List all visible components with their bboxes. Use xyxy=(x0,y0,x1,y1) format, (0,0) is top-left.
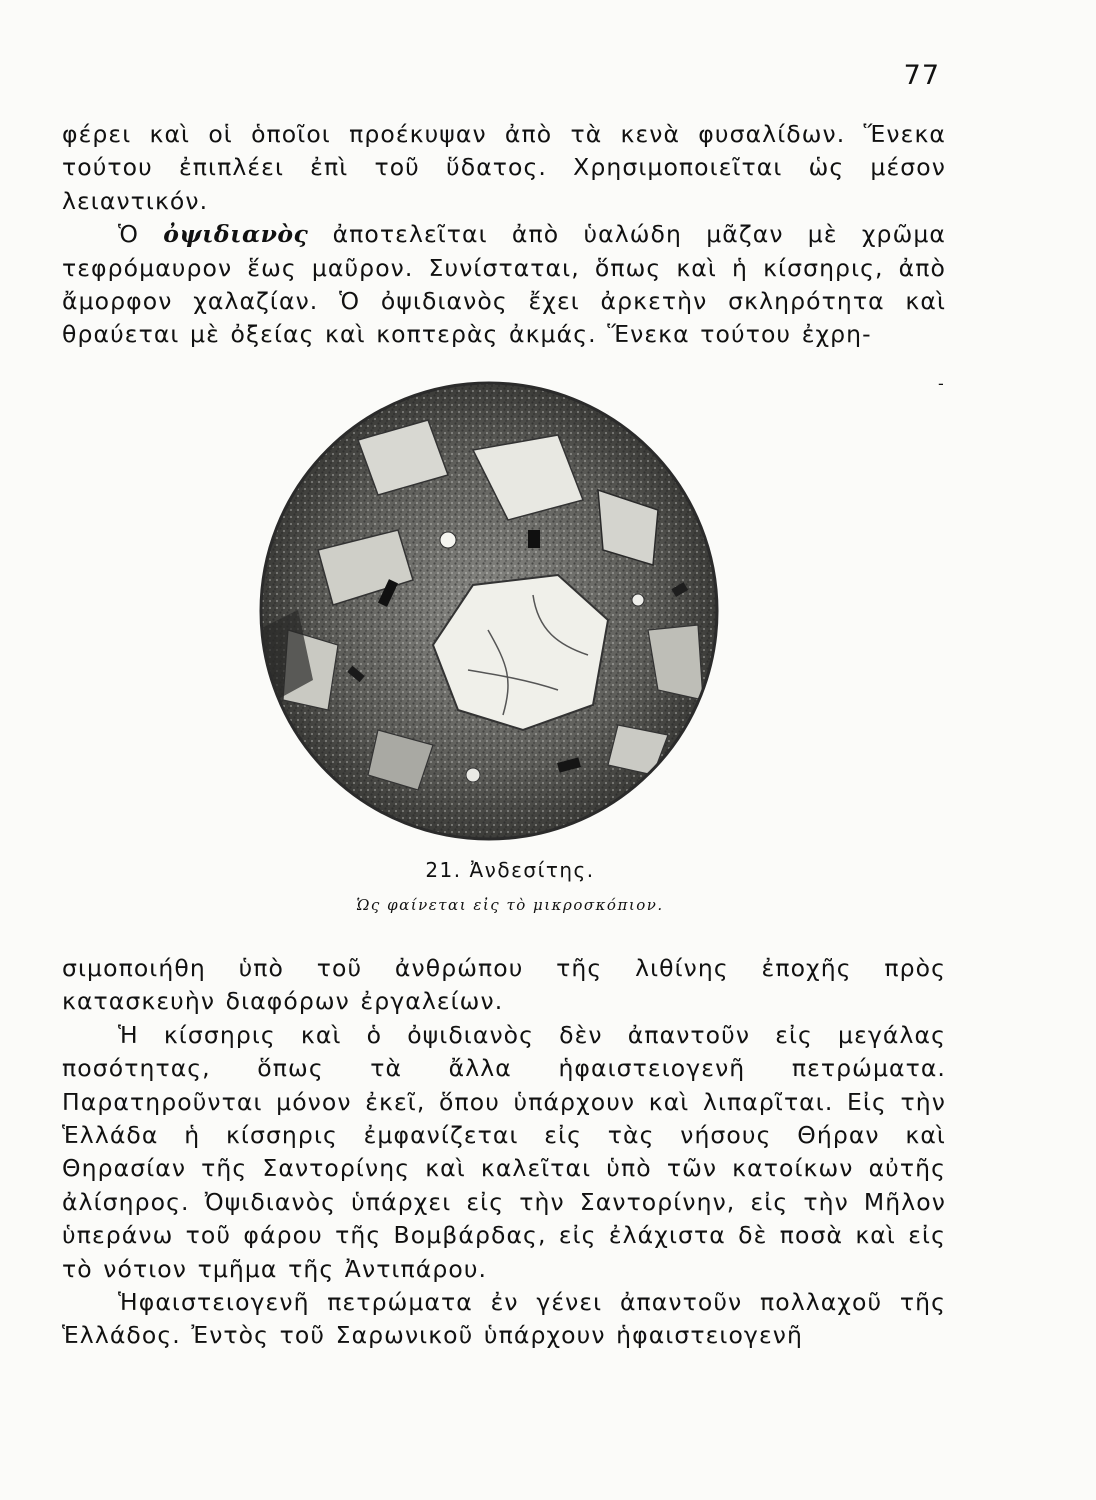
paragraph-obsidian xyxy=(62,218,946,352)
bottom-text-block xyxy=(62,952,946,1353)
paragraph-body: ἀποτελεῖται ἀπὸ ὑαλώδη μᾶζαν μὲ χρῶμα τεφρόμαυρον ἕως μαῦρον. Συνίσταται, ὅπως καὶ ἡ κίσσηρις, ἀπὸ ἄμορφον χαλαζίαν. Ὁ ὀψιδιανὸς ἔχει ἀρκετὴν σκληρότητα καὶ θραύεται μὲ ὀξείας καὶ κοπτερὰς ἀκμάς. Ἕνεκα τούτου ἐχρη- xyxy=(62,220,946,349)
paragraph-volcanic-rocks: Ἡφαιστειογενῆ πετρώματα ἐν γένει ἀπαντοῦν πολλαχοῦ τῆς Ἑλλάδος. Ἐντὸς τοῦ Σαρωνικοῦ ὑπάρχουν ἡφαιστειογενῆ xyxy=(62,1288,946,1350)
figure-caption-title: 21. Ἀνδεσίτης. xyxy=(425,858,595,882)
top-text-block xyxy=(62,118,946,352)
margin-mark: - xyxy=(938,374,944,393)
paragraph-lead: Ὁ xyxy=(118,220,164,249)
andesite-micrograph-image xyxy=(258,380,720,842)
page-number: 77 xyxy=(903,60,940,91)
paragraph-stone-age: σιμοποιήθη ὑπὸ τοῦ ἀνθρώπου τῆς λιθίνης ἐποχῆς πρὸς κατασκευὴν διαφόρων ἐργαλείων. xyxy=(62,954,946,1016)
paragraph-pumice-end: φέρει καὶ οἱ ὁποῖοι προέκυψαν ἀπὸ τὰ κενὰ φυσαλίδων. Ἕνεκα τούτου ἐπιπλέει ἐπὶ τοῦ ὕδατος. Χρησιμοποιεῖται ὡς μέσον λειαντικόν. xyxy=(62,120,946,215)
figure-caption-subtitle: Ὡς φαίνεται εἰς τὸ μικροσκόπιον. xyxy=(356,896,664,914)
paragraph-occurrence: Ἡ κίσσηρις καὶ ὁ ὀψιδιανὸς δὲν ἀπαντοῦν εἰς μεγάλας ποσότητας, ὅπως τὰ ἄλλα ἡφαιστειογενῆ πετρώματα. Παρατηροῦνται μόνον ἐκεῖ, ὅπου ὑπάρχουν καὶ λιπαρῖται. Εἰς τὴν Ἑλλάδα ἡ κίσσηρις ἐμφανίζεται εἰς τὰς νήσους Θήραν καὶ Θηρασίαν τῆς Σαντορίνης καὶ καλεῖται ὑπὸ τῶν κατοίκων αὐτῆς ἀλίσηρος. Ὀψιδιανὸς ὑπάρχει εἰς τὴν Σαντορίνην, εἰς τὴν Μῆλον ὑπεράνω τοῦ φάρου τῆς Βομβάρδας, εἰς ἐλάχιστα δὲ ποσὰ καὶ εἰς τὸ νότιον τμῆμα τῆς Ἀντιπάρου. xyxy=(62,1020,946,1283)
term-obsidian: ὀψιδιανὸς xyxy=(163,220,309,249)
